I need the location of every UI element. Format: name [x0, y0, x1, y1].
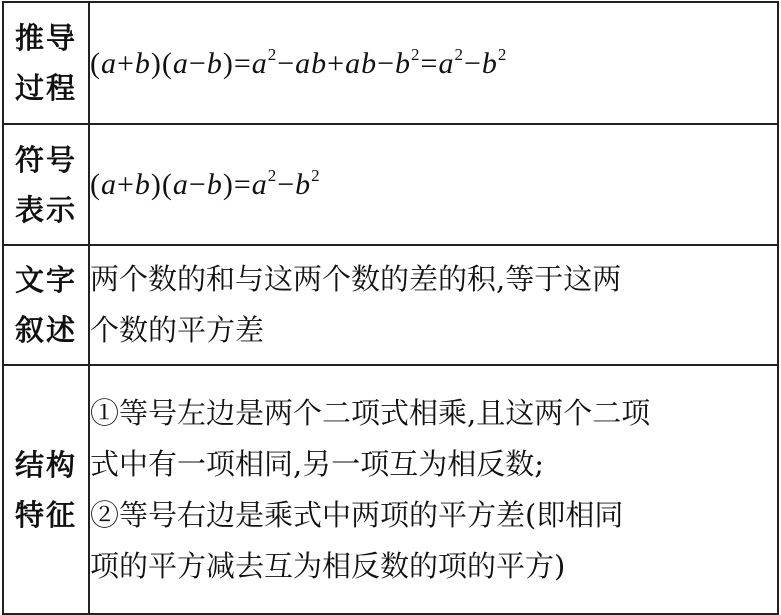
text-line: 项的平方减去互为相反数的项的平方): [90, 548, 566, 583]
label-line: 表示: [14, 192, 77, 227]
formula-text: $(a+b)(a-b)=a^2-b^2$: [90, 166, 321, 201]
table-row-notation: [3, 124, 778, 245]
formula-text: $(a+b)(a-b)=a^2-ab+ab-b^2=a^2-b^2$: [90, 44, 508, 80]
row-label-notation: [3, 124, 89, 245]
formula-table: [2, 1, 779, 615]
label-line: 过程: [14, 71, 77, 105]
label-line: 符号: [14, 142, 77, 177]
description-text: [89, 245, 778, 365]
row-label-description: [3, 245, 89, 365]
text-line: ①等号左边是两个二项式相乘,且这两个二项: [90, 395, 651, 430]
notation-formula: [89, 124, 778, 245]
text-line: ②等号右边是乘式中两项的平方差(即相同: [90, 497, 624, 532]
table-row-description: [3, 245, 778, 365]
row-label-derivation: [3, 2, 89, 124]
label-line: 叙述: [14, 313, 77, 347]
label-line: 推导: [14, 21, 77, 55]
table-row-structure: [3, 365, 778, 614]
label-line: 特征: [14, 497, 77, 532]
derivation-formula: [89, 2, 778, 124]
table-row-derivation: [3, 2, 778, 124]
text-line: 两个数的和与这两个数的差的积,等于这两: [90, 262, 622, 296]
label-line: 文字: [14, 263, 77, 297]
text-line: 式中有一项相同,另一项互为相反数;: [90, 446, 544, 481]
text-line: 个数的平方差: [90, 313, 265, 347]
row-label-structure: [3, 365, 89, 614]
label-line: 结构: [14, 447, 77, 482]
structure-text: [89, 365, 778, 614]
